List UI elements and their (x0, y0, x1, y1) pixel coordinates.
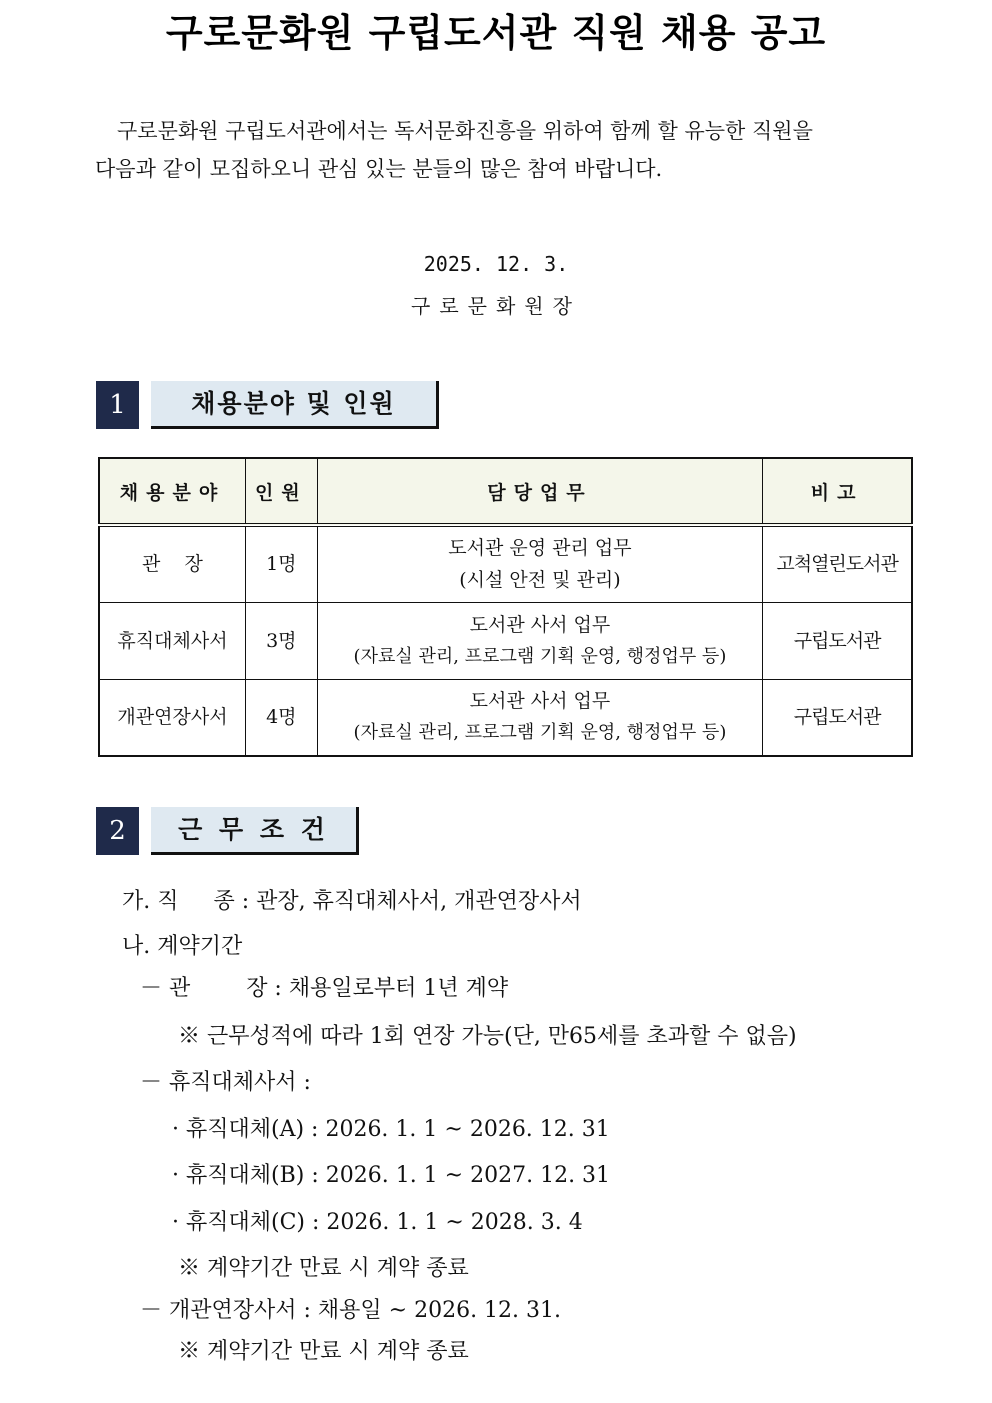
director-note: ※ 근무성적에 따라 1회 연장 가능(단, 만65세를 초과할 수 없음) (178, 1024, 797, 1049)
section-2-title: 근 무 조 건 (151, 807, 359, 855)
header-count: 인원 (245, 458, 317, 525)
page-title: 구로문화원 구립도서관 직원 채용 공고 (165, 11, 827, 55)
duty-main: 도서관 사서 업무 (469, 613, 611, 636)
table-header-row (99, 458, 912, 525)
cell-count: 3명 (245, 602, 317, 679)
table-row (99, 679, 912, 756)
announcement-date: 2025. 12. 3. (423, 252, 569, 276)
header-field: 채용분야 (99, 458, 245, 525)
extended-note: ※ 계약기간 만료 시 계약 종료 (178, 1339, 469, 1364)
cell-count: 1명 (245, 525, 317, 602)
substitute-b: · 휴직대체(B) : 2026. 1. 1 ~ 2027. 12. 31 (172, 1163, 611, 1188)
cell-field: 휴직대체사서 (99, 602, 245, 679)
issuer-name: 구로문화원장 (411, 294, 581, 318)
section-1-title: 채용분야 및 인원 (151, 381, 439, 429)
section-2-number: 2 (96, 807, 139, 855)
cell-duty (317, 525, 763, 602)
cell-note: 구립도서관 (793, 706, 881, 729)
cell-duty (317, 602, 763, 679)
director-contract: － 관 장 : 채용일로부터 1년 계약 (140, 976, 509, 1001)
cell-note: 구립도서관 (763, 602, 912, 679)
substitute-a: · 휴직대체(A) : 2026. 1. 1 ~ 2026. 12. 31 (172, 1117, 610, 1142)
duty-sub: (시설 안전 및 관리) (459, 569, 621, 592)
job-type-line: 가. 직 종 : 관장, 휴직대체사서, 개관연장사서 (122, 889, 582, 914)
contract-period-title: 나. 계약기간 (122, 934, 243, 959)
section-1-header (96, 381, 441, 429)
substitute-note: ※ 계약기간 만료 시 계약 종료 (178, 1256, 469, 1281)
intro-line-1: 구로문화원 구립도서관에서는 독서문화진흥을 위하여 함께 할 유능한 직원을 (117, 119, 813, 143)
cell-duty (317, 679, 763, 756)
cell-count: 4명 (245, 679, 317, 756)
intro-paragraph (95, 112, 915, 188)
cell-field: 관 장 (99, 525, 245, 602)
intro-line-2: 다음과 같이 모집하오니 관심 있는 분들의 많은 참여 바랍니다. (95, 157, 663, 181)
duty-sub: (자료실 관리, 프로그램 기획 운영, 행정업무 등) (353, 645, 727, 667)
duty-main: 도서관 운영 관리 업무 (448, 537, 632, 560)
duty-main: 도서관 사서 업무 (469, 690, 611, 713)
section-2-header (96, 807, 361, 855)
header-duty: 담당업무 (317, 458, 763, 525)
header-note: 비고 (763, 458, 912, 525)
substitute-c: · 휴직대체(C) : 2026. 1. 1 ~ 2028. 3. 4 (172, 1210, 583, 1235)
table-row (99, 602, 912, 679)
substitute-title: － 휴직대체사서 : (140, 1070, 311, 1095)
section-1-number: 1 (96, 381, 139, 429)
extended-contract: － 개관연장사서 : 채용일 ~ 2026. 12. 31. (140, 1298, 562, 1323)
recruitment-table (98, 457, 913, 757)
duty-sub: (자료실 관리, 프로그램 기획 운영, 행정업무 등) (353, 722, 727, 744)
cell-field: 개관연장사서 (99, 679, 245, 756)
cell-note: 고척열린도서관 (763, 525, 912, 602)
table-row (99, 525, 912, 602)
